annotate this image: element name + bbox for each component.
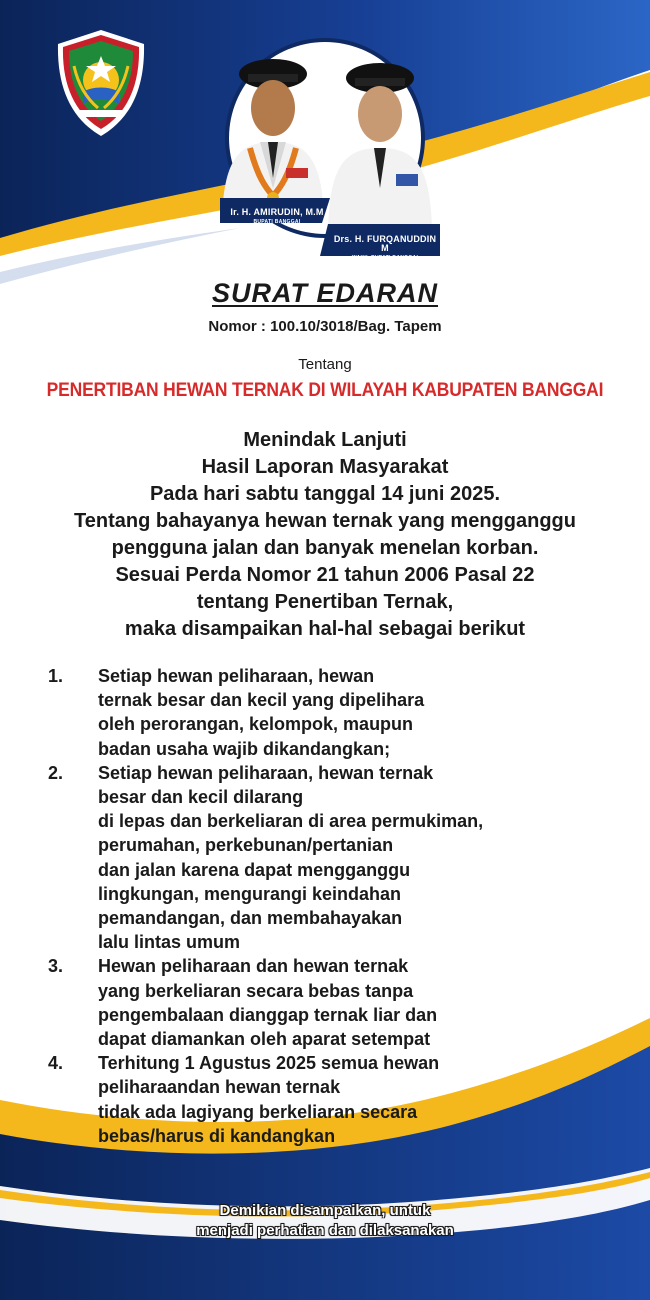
item-line: lingkungan, mengurangi keindahan	[98, 883, 402, 904]
officials-portrait-graphic	[200, 38, 450, 263]
item-line: yang berkeliaran secara bebas tanpa	[98, 980, 414, 1001]
provisions-list	[48, 664, 608, 1148]
item-line: ternak besar dan kecil yang dipelihara	[98, 690, 425, 711]
item-line: di lepas dan berkeliaran di area permukiman,	[98, 811, 484, 832]
item-line: oleh perorangan, kelompok, maupun	[98, 714, 414, 735]
intro-line: Tentang bahayanya hewan ternak yang mengganggu	[74, 510, 576, 532]
letter-subject: PENERTIBAN HEWAN TERNAK DI WILAYAH KABUPATEN BANGGAI	[46, 380, 604, 401]
official-nametag-bupati	[222, 208, 332, 225]
closing-statement	[0, 1201, 650, 1241]
item-line: Setiap hewan peliharaan, hewan	[98, 666, 375, 686]
closing-line: menjadi perhatian dan dilaksanakan	[196, 1222, 454, 1239]
item-number: 4.	[48, 1053, 64, 1074]
intro-line: pengguna jalan dan banyak menelan korban.	[111, 537, 539, 559]
letter-title: SURAT EDARAN	[212, 278, 438, 308]
item-number: 2.	[48, 762, 64, 783]
intro-line: Hasil Laporan Masyarakat	[201, 456, 449, 478]
item-line: pengembalaan dianggap ternak liar dan	[98, 1004, 438, 1025]
intro-line: maka disampaikan hal-hal sebagai berikut	[124, 618, 526, 640]
intro-paragraph	[0, 427, 650, 643]
official-role: BUPATI BANGGAI	[253, 219, 301, 225]
official-role: WAKIL BUPATI BANGGAI	[351, 255, 419, 261]
kabupaten-banggai-emblem-icon	[52, 26, 150, 140]
intro-line: Sesuai Perda Nomor 21 tahun 2006 Pasal 22	[115, 564, 535, 586]
official-nametag-wakil-bupati	[330, 235, 440, 261]
item-line: peliharaandan hewan ternak	[98, 1077, 341, 1098]
item-line: lalu lintas umum	[98, 932, 241, 953]
item-number: 3.	[48, 956, 64, 977]
item-line: Terhitung 1 Agustus 2025 semua hewan	[98, 1053, 440, 1074]
list-item	[48, 954, 608, 1051]
item-line: besar dan kecil dilarang	[98, 787, 304, 808]
item-line: badan usaha wajib dikandangkan;	[98, 738, 391, 759]
item-line: dan jalan karena dapat mengganggu	[98, 859, 411, 880]
list-item	[48, 761, 608, 955]
official-name: Ir. H. AMIRUDIN, M.M	[230, 207, 324, 217]
closing-line: Demikian disampaikan, untuk	[219, 1202, 431, 1219]
list-item	[48, 1051, 608, 1148]
item-line: Setiap hewan peliharaan, hewan ternak	[98, 762, 434, 783]
official-name: Drs. H. FURQANUDDIN M	[333, 234, 437, 253]
item-line: dapat diamankan oleh aparat setempat	[98, 1029, 431, 1050]
list-item	[48, 664, 608, 761]
letter-number: Nomor : 100.10/3018/Bag. Tapem	[208, 318, 442, 335]
item-number: 1.	[48, 666, 64, 686]
item-line: Hewan peliharaan dan hewan ternak	[98, 956, 409, 977]
item-line: perumahan, perkebunan/pertanian	[98, 835, 394, 856]
item-line: tidak ada lagiyang berkeliaran secara	[98, 1101, 418, 1122]
intro-line: Menindak Lanjuti	[243, 429, 407, 451]
intro-line: tentang Penertiban Ternak,	[196, 591, 454, 613]
intro-line: Pada hari sabtu tanggal 14 juni 2025.	[149, 483, 501, 505]
item-line: pemandangan, dan membahayakan	[98, 908, 403, 929]
item-line: bebas/harus di kandangkan	[98, 1125, 336, 1146]
about-label: Tentang	[298, 356, 352, 373]
